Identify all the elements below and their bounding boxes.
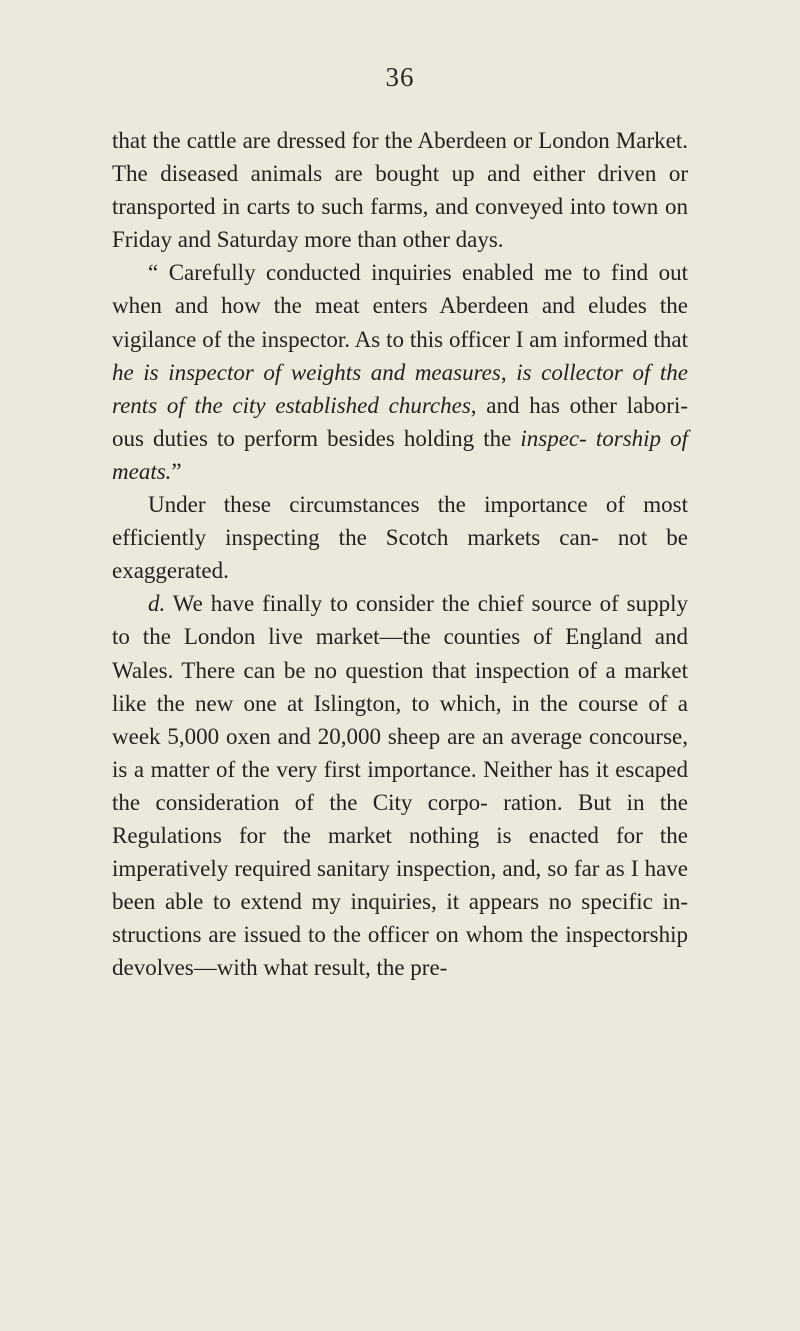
paragraph-3-text: Under these circumstances the importance of most efficiently inspecting the Scotch markets can- not be exaggerated. xyxy=(112,492,688,584)
body-text xyxy=(112,124,688,984)
paragraph-2-text-c: , xyxy=(500,359,517,385)
paragraph-2-italic-d: is collector of the rents of the city established churches xyxy=(112,359,689,418)
paragraph-2-italic-f: inspec- torship of meats. xyxy=(112,425,688,484)
paragraph-2 xyxy=(112,256,688,488)
paragraph-4-text: We have finally to consider the chief source of supply to the London live market—the counties of England and Wales. There can be no question that inspection of a market like the new one at Islington, to which, in the course of a week 5,000 oxen and 20,000 sheep are an average concourse, is a matter of the very first importance. Neither has it escaped the consideration of the City corpo- ration. But in the Regulations for the market nothing is enacted for the imperatively required sanitary inspection, and, so far as I have been able to extend my inquiries, it appears no specific in- structions are issued to the officer on whom the inspectorship devolves—with what result, the pre- xyxy=(112,591,688,981)
paragraph-4-label: d. xyxy=(148,591,166,617)
paragraph-1-text: that the cattle are dressed for the Aberdeen or London Market. The diseased animals are bought up and either driven or transported in carts to such farms, and conveyed into town on Friday and Saturday more than other days. xyxy=(112,128,688,253)
paragraph-2-text-g: ” xyxy=(171,458,182,484)
paragraph-2-italic-b: he is inspector of weights and measures xyxy=(112,359,501,385)
paragraph-2-text-e: , and has other labori- ous duties to perform besides holding the xyxy=(112,392,688,451)
paragraph-4 xyxy=(112,587,688,984)
paragraph-1 xyxy=(112,124,688,256)
paragraph-2-text-a: “ Carefully conducted inquiries enabled me to find out when and how the meat enters Aberdeen and eludes the vigilance of the inspector. As to this officer I am informed that xyxy=(112,260,688,352)
paragraph-3 xyxy=(112,488,688,587)
page-number: 36 xyxy=(385,62,415,92)
